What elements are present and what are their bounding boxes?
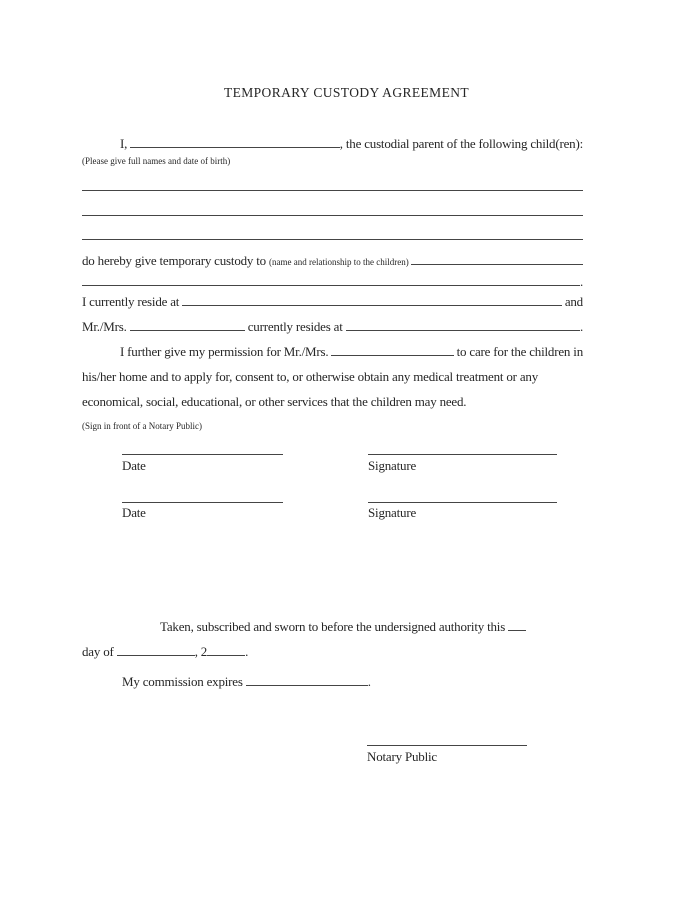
custodian-line-period: . bbox=[579, 274, 583, 289]
permission-name-blank bbox=[331, 345, 453, 356]
date-label-1: Date bbox=[122, 458, 146, 473]
sworn-line-2 bbox=[82, 642, 583, 662]
custodian-name-blank bbox=[411, 254, 583, 265]
day-of-text: day of bbox=[82, 644, 117, 659]
mr-mrs-text: Mr./Mrs. bbox=[82, 319, 130, 334]
permission-line-2 bbox=[82, 367, 583, 387]
custodian-residence-line bbox=[82, 317, 583, 337]
reside-line bbox=[82, 292, 583, 312]
children-names-line-3 bbox=[82, 239, 583, 240]
commission-date-blank bbox=[246, 675, 368, 686]
signature-signing-line-1 bbox=[368, 454, 557, 455]
custodian-name-short-blank bbox=[130, 320, 245, 331]
custodian-continued-blank bbox=[82, 275, 580, 286]
month-blank bbox=[117, 645, 195, 656]
year-blank bbox=[207, 645, 245, 656]
notary-sign-hint: (Sign in front of a Notary Public) bbox=[82, 421, 202, 431]
permission-post-text: to care for the children in bbox=[453, 344, 583, 359]
reside-post-text: and bbox=[561, 294, 583, 309]
custodian-continued-line bbox=[82, 272, 583, 292]
parent-name-blank bbox=[130, 137, 340, 148]
custodian-address-blank bbox=[346, 320, 580, 331]
commission-line bbox=[82, 672, 583, 692]
commission-pre-text: My commission expires bbox=[122, 674, 246, 689]
day-number-blank bbox=[508, 620, 526, 631]
intro-post-text: , the custodial parent of the following child(ren): bbox=[339, 136, 583, 151]
date-signing-line-1 bbox=[122, 454, 283, 455]
custodian-name-hint: (name and relationship to the children) bbox=[269, 257, 411, 267]
date-label-2: Date bbox=[122, 505, 146, 520]
notary-public-label: Notary Public bbox=[367, 749, 437, 764]
permission-line-2-text: his/her home and to apply for, consent to, or otherwise obtain any medical treatment or any bbox=[82, 369, 539, 384]
year-sep-text: , 2 bbox=[194, 644, 208, 659]
permission-pre-text: I further give my permission for Mr./Mrs. bbox=[120, 344, 332, 359]
custody-clause-text: do hereby give temporary custody to bbox=[82, 253, 270, 268]
commission-period: . bbox=[367, 674, 371, 689]
date-signing-line-2 bbox=[122, 502, 283, 503]
reside-pre-text: I currently reside at bbox=[82, 294, 183, 309]
custody-clause-line bbox=[82, 251, 583, 272]
permission-line-3 bbox=[82, 392, 583, 412]
children-names-hint: (Please give full names and date of birth) bbox=[82, 156, 231, 166]
permission-line-1 bbox=[82, 342, 583, 362]
notary-signature-line bbox=[367, 745, 527, 746]
intro-pre-text: I, bbox=[120, 136, 131, 151]
children-names-line-2 bbox=[82, 215, 583, 216]
intro-line bbox=[82, 134, 583, 154]
sworn-line-1 bbox=[82, 617, 583, 637]
signature-label-2: Signature bbox=[368, 505, 417, 520]
resides-mid-text: currently resides at bbox=[244, 319, 346, 334]
permission-line-3-text: economical, social, educational, or other services that the children may need. bbox=[82, 394, 467, 409]
children-names-line-1 bbox=[82, 190, 583, 191]
sworn-pre-text: Taken, subscribed and sworn to before the undersigned authority this bbox=[160, 619, 509, 634]
day-line-period: . bbox=[245, 644, 249, 659]
parent-address-blank bbox=[182, 295, 561, 306]
document-title: TEMPORARY CUSTODY AGREEMENT bbox=[223, 85, 470, 100]
residence-period: . bbox=[579, 319, 583, 334]
signature-label-1: Signature bbox=[368, 458, 417, 473]
